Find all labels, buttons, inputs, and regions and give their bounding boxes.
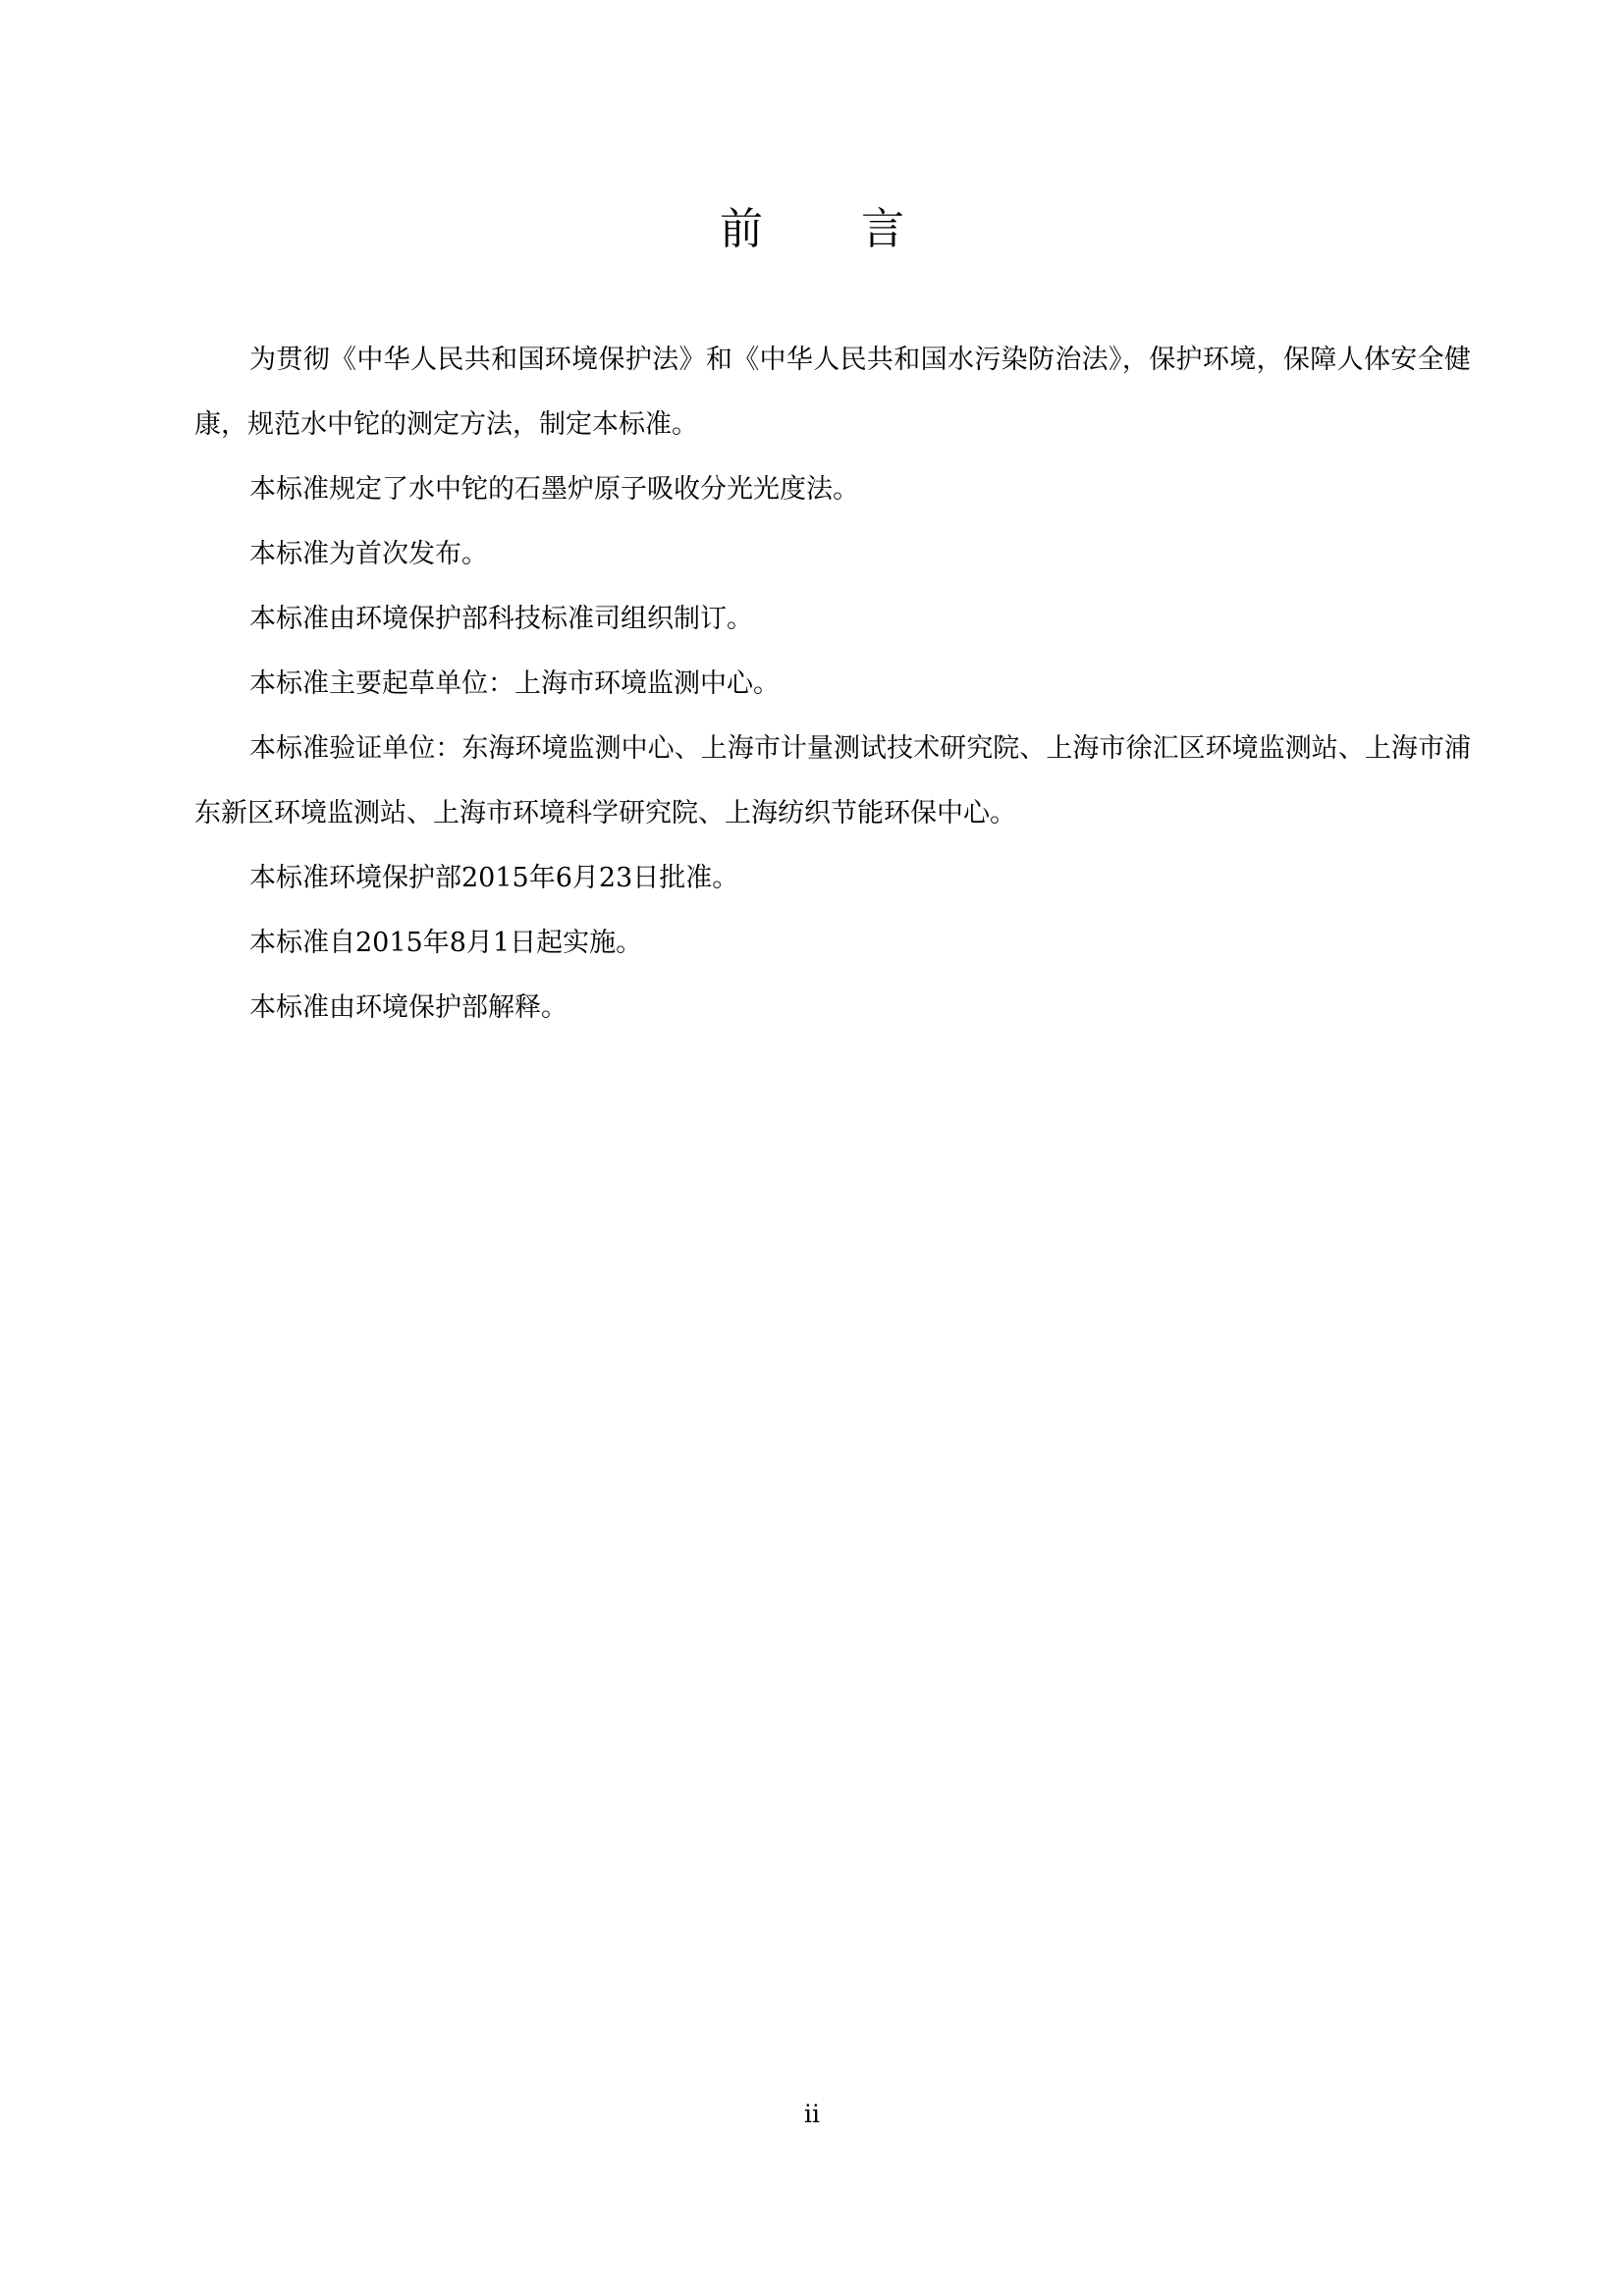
- page-number: ii: [804, 2100, 820, 2128]
- paragraph-organizer: 本标准由环境保护部科技标准司组织制订。: [249, 604, 753, 634]
- paragraph-first-release: 本标准为首次发布。: [249, 539, 488, 569]
- page-title: 前言: [720, 204, 1002, 255]
- paragraph-drafting-unit: 本标准主要起草单位：上海市环境监测中心。: [249, 668, 780, 699]
- paragraph-purpose: 为贯彻《中华人民共和国环境保护法》和《中华人民共和国水污染防治法》，保护环境，保障人体安全健康，规范水中铊的测定方法，制定本标准。: [194, 345, 1471, 440]
- paragraph-effective-date: 本标准自2015年8月1日起实施。: [249, 928, 643, 958]
- paragraph-scope: 本标准规定了水中铊的石墨炉原子吸收分光光度法。: [249, 474, 859, 505]
- paragraph-approval-date: 本标准环境保护部2015年6月23日批准。: [249, 863, 739, 893]
- paragraph-interpretation: 本标准由环境保护部解释。: [249, 992, 568, 1023]
- paragraph-verification-units: 本标准验证单位：东海环境监测中心、上海市计量测试技术研究院、上海市徐汇区环境监测站、上海市浦东新区环境监测站、上海市环境科学研究院、上海纺织节能环保中心。: [194, 733, 1471, 828]
- preface-body: [194, 328, 1471, 1041]
